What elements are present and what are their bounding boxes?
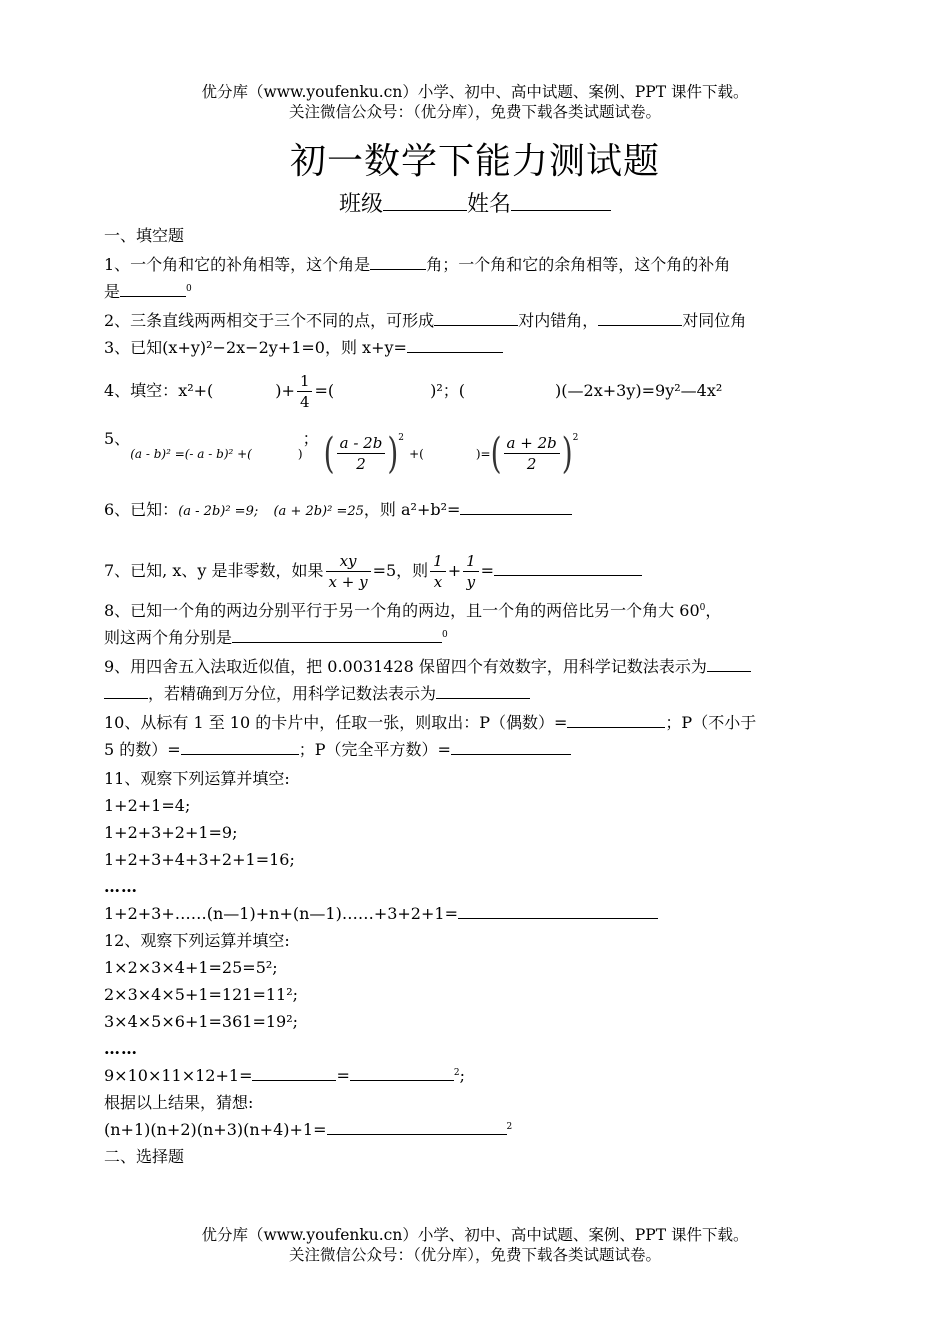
q12-guess: 根据以上结果，猜想: [104,1093,254,1112]
q1-blank-2[interactable] [120,282,186,297]
q12-dots: …… [104,1039,138,1058]
q8-text-c: ， [705,601,722,620]
q1-sup: 0 [186,284,192,294]
q4-text-h: )(—2x+3y)=9y²—4x² [555,381,723,400]
q5-fraction-2 [504,433,560,474]
q1-blank-1[interactable] [370,255,426,270]
q4-fraction [297,371,313,412]
q3-blank[interactable] [407,338,503,353]
q4-frac-num: 1 [297,371,313,392]
page-footer [0,1225,950,1265]
question-9 [104,653,852,680]
q12-last-sup: 2 [506,1122,513,1132]
q9-blank-2[interactable] [436,684,530,699]
class-name-line [0,190,950,220]
q2-blank-1[interactable] [434,311,518,326]
q5-sup-1: 2 [398,433,404,443]
q1-text-c: 是 [104,282,121,301]
q1-text-b: 角；一个角和它的余角相等，这个角的补角 [426,255,731,274]
q12-l4-equals: = [336,1066,350,1085]
q10-text-c: 5 的数）= [104,740,181,759]
q5-frac1-den: 2 [356,455,366,473]
q7-text-d: =5，则 [372,561,429,580]
q12-last [104,1116,852,1143]
q6-text-d: ，则 a²+b²= [363,500,461,519]
q5-semicolon: ； [302,429,319,448]
page-title: 初一数学下能力测试题 [289,141,660,182]
q9-text-a: 9、用四舍五入法取近似值，把 0.0031428 保留四个有效数字，用科学记数法表示为 [104,657,707,676]
q12-blank-1[interactable] [252,1066,336,1081]
q11-last [104,900,852,927]
q10-text-a: 10、从标有 1 至 10 的卡片中，任取一张，则取出：P（偶数）= [104,713,568,732]
header-line-2: 关注微信公众号：（优分库），免费下载各类试题试卷。 [288,103,661,121]
q5-plus: +( [409,447,424,461]
q7-text-a: 7、已知, x、y 是非零数，如果 [104,561,324,580]
footer-line-1: 优分库（www.youfenku.cn）小学、初中、高中试题、案例、PPT 课件下载。 [201,1226,749,1244]
q4-text-f: =( [314,381,335,400]
class-blank[interactable] [383,190,467,211]
q7-frac2-num: 1 [430,551,446,572]
q2-text-c: 对同位角 [682,311,747,330]
q9-blank-1-cont[interactable] [104,684,148,699]
q2-text-a: 2、三条直线两两相交于三个不同的点，可形成 [104,311,435,330]
class-label: 班级 [338,192,383,217]
q6-expr-2: (a + 2b)² =25 [273,504,364,519]
q10-blank-3[interactable] [451,740,571,755]
q5-frac2-den: 2 [526,455,537,473]
q4-frac-den: 4 [299,393,310,411]
exam-content [104,222,852,1170]
question-1-cont [104,278,852,305]
q4-text-a: 4、填空： [104,381,179,400]
q12-line-2: 2×3×4×5+1=121=11²; [104,985,299,1004]
q10-blank-2[interactable] [181,740,299,755]
q12-line-3: 3×4×5×6+1=361=19²; [104,1012,299,1031]
q11-line-1: 1+2+1=4; [104,796,191,815]
question-2 [104,307,852,334]
q9-text-b: ，若精确到万分位，用科学记数法表示为 [148,684,437,703]
q11-line-2: 1+2+3+2+1=9; [104,823,238,842]
q5-lparen-2: ( [490,428,502,478]
q12-l4-text-a: 9×10×11×12+1= [104,1066,253,1085]
q3-text: 3、已知(x+y)²−2x−2y+1=0，则 x+y= [104,338,407,357]
q5-rparen-2: ) [561,428,573,478]
question-9-cont [104,680,852,707]
q7-fraction-3 [463,551,479,592]
q7-frac1-num: xy [326,551,371,572]
q7-frac1-den: x + y [328,573,368,591]
q6-blank[interactable] [460,500,572,515]
q5-lparen-1: ( [323,428,335,478]
q8-sup-1: 0 [699,603,706,613]
q1-text-a: 1、一个角和它的补角相等，这个角是 [104,255,371,274]
q7-equals: = [480,561,495,580]
question-1 [104,251,852,278]
q8-blank[interactable] [232,628,442,643]
header-line-1: 优分库（www.youfenku.cn）小学、初中、高中试题、案例、PPT 课件下载。 [201,83,749,101]
question-6 [104,496,852,525]
question-7 [104,547,852,595]
q11-last-text: 1+2+3+……(n—1)+n+(n—1)……+3+2+1= [104,904,458,923]
name-label: 姓名 [467,192,512,217]
section-fill-title: 一、填空题 [104,226,185,245]
question-11-title: 11、观察下列运算并填空: [104,769,290,788]
section-choice-title: 二、选择题 [104,1147,185,1166]
question-10-cont [104,736,852,763]
q8-text-d: 则这两个角分别是 [104,628,233,647]
q7-blank[interactable] [494,561,642,576]
question-12-title: 12、观察下列运算并填空: [104,931,290,950]
question-8 [104,597,852,624]
q5-text-a: 5、 [104,429,131,448]
q12-line-1: 1×2×3×4+1=25=5²; [104,958,278,977]
page-header [0,82,950,122]
name-blank[interactable] [511,190,611,211]
q5-expr-1: (a - b)² =(- a - b)² +( [130,447,252,461]
q6-text-a: 6、已知： [104,500,179,519]
q8-text-a: 8、已知一个角的两边分别平行于另一个角的两边，且一个角的两倍比另一个角大 60 [104,601,700,620]
q4-text-b: x²+( [178,381,214,400]
q12-line-4 [104,1062,852,1089]
q7-fraction-1 [326,551,371,592]
q5-sup-2: 2 [572,433,579,443]
q2-blank-2[interactable] [598,311,682,326]
q12-last-text: (n+1)(n+2)(n+3)(n+4)+1= [104,1120,327,1139]
question-3 [104,334,852,361]
q7-plus: + [447,561,462,580]
question-8-cont [104,624,852,651]
q2-text-b: 对内错角， [518,311,599,330]
q12-blank-2[interactable] [350,1066,454,1081]
q11-line-3: 1+2+3+4+3+2+1=16; [104,850,295,869]
q5-equals: )= [475,447,491,461]
q5-frac1-num: a - 2b [337,433,386,454]
question-5 [104,427,852,480]
q5-frac2-num: a + 2b [504,433,560,454]
q5-close-1: ) [297,447,303,461]
q11-dots: …… [104,877,138,896]
q9-blank-1[interactable] [707,657,751,672]
q11-blank[interactable] [458,904,658,919]
footer-line-2: 关注微信公众号：（优分库），免费下载各类试题试卷。 [288,1246,661,1264]
q8-sup-2: 0 [442,630,448,640]
q7-frac3-num: 1 [463,551,479,572]
q12-l4-sup: 2 [453,1068,460,1078]
q5-fraction-1 [337,433,386,474]
q4-text-c: )+ [275,381,295,400]
q12-blank-3[interactable] [327,1120,507,1135]
q7-frac3-den: y [466,573,476,591]
question-4 [104,369,852,413]
q10-text-d: ；P（完全平方数）= [298,740,451,759]
q6-expr-1: (a - 2b)² =9; [178,504,259,519]
q5-rparen-1: ) [387,428,399,478]
q10-text-b: ；P（不小于 [665,713,757,732]
q10-blank-1[interactable] [567,713,665,728]
q12-l4-semicolon: ; [459,1066,465,1085]
q7-fraction-2 [430,551,446,592]
q7-frac2-den: x [433,573,443,591]
q4-text-g: )²；( [430,381,466,400]
question-10 [104,709,852,736]
